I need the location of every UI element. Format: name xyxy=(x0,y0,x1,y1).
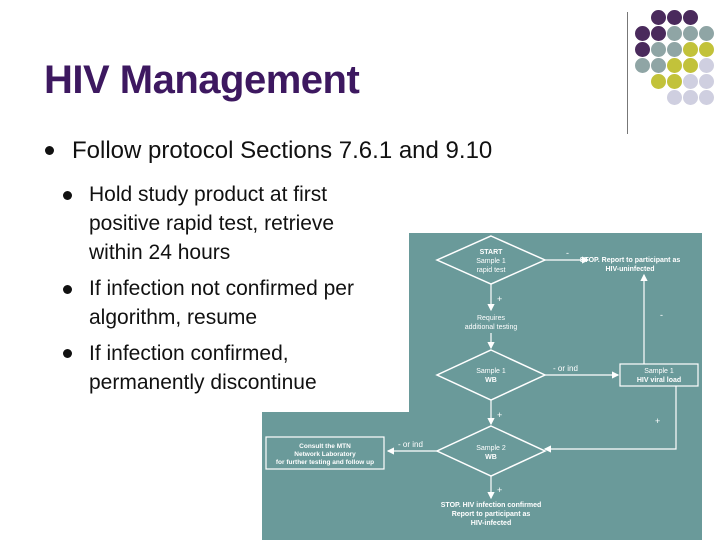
requires-label-1: Requires xyxy=(476,315,506,322)
stop-infected-label-1: STOP. HIV infection confirmed xyxy=(440,502,542,509)
sub-bullet-2-line-2: algorithm, resume xyxy=(89,306,258,329)
plus-label: + xyxy=(497,294,503,304)
sub-bullet-2-line-1: If infection not confirmed per xyxy=(89,277,354,300)
start-label-1: START xyxy=(479,249,503,256)
requires-label-2: additional testing xyxy=(464,324,518,331)
stop-infected-label-2: Report to participant as xyxy=(451,511,531,518)
consult-label-1: Consult the MTN xyxy=(299,443,351,450)
plus-label: + xyxy=(497,410,503,420)
stop-uninfected-label-1: STOP. Report to participant as xyxy=(579,257,681,264)
stop-uninfected-label-2: HIV-uninfected xyxy=(605,266,655,273)
start-label-3: rapid test xyxy=(476,267,506,274)
sub-bullet-1-line-3: within 24 hours xyxy=(89,241,231,264)
plus-label: + xyxy=(497,485,503,495)
sub-bullet-3-line-2: permanently discontinue xyxy=(89,371,317,394)
minus-or-ind-label: - or ind xyxy=(553,364,578,373)
minus-label: - xyxy=(660,310,663,320)
sub-bullet-1-line-1: Hold study product at first xyxy=(89,183,328,206)
minus-label: - xyxy=(566,248,569,258)
main-bullet-text: Follow protocol Sections 7.6.1 and 9.10 xyxy=(72,137,493,164)
slide-title: HIV Management xyxy=(44,58,360,102)
sub-bullet-3-line-1: If infection confirmed, xyxy=(89,342,289,365)
consult-label-3: for further testing and follow up xyxy=(275,459,375,466)
sample1-wb-label-1: Sample 1 xyxy=(476,368,506,375)
sub-bullet-1-line-2: positive rapid test, retrieve xyxy=(89,212,335,235)
sample2-wb-label-1: Sample 2 xyxy=(476,445,506,452)
start-label-2: Sample 1 xyxy=(476,258,506,265)
sample1-wb-label-2: WB xyxy=(485,377,497,384)
consult-label-2: Network Laboratory xyxy=(294,451,356,458)
stop-infected-label-3: HIV-infected xyxy=(470,520,512,527)
minus-or-ind-label: - or ind xyxy=(398,440,423,449)
viral-load-label-1: Sample 1 xyxy=(644,368,674,375)
sample2-wb-label-2: WB xyxy=(485,454,497,461)
viral-load-label-2: HIV viral load xyxy=(636,377,682,384)
plus-label: + xyxy=(655,416,661,426)
